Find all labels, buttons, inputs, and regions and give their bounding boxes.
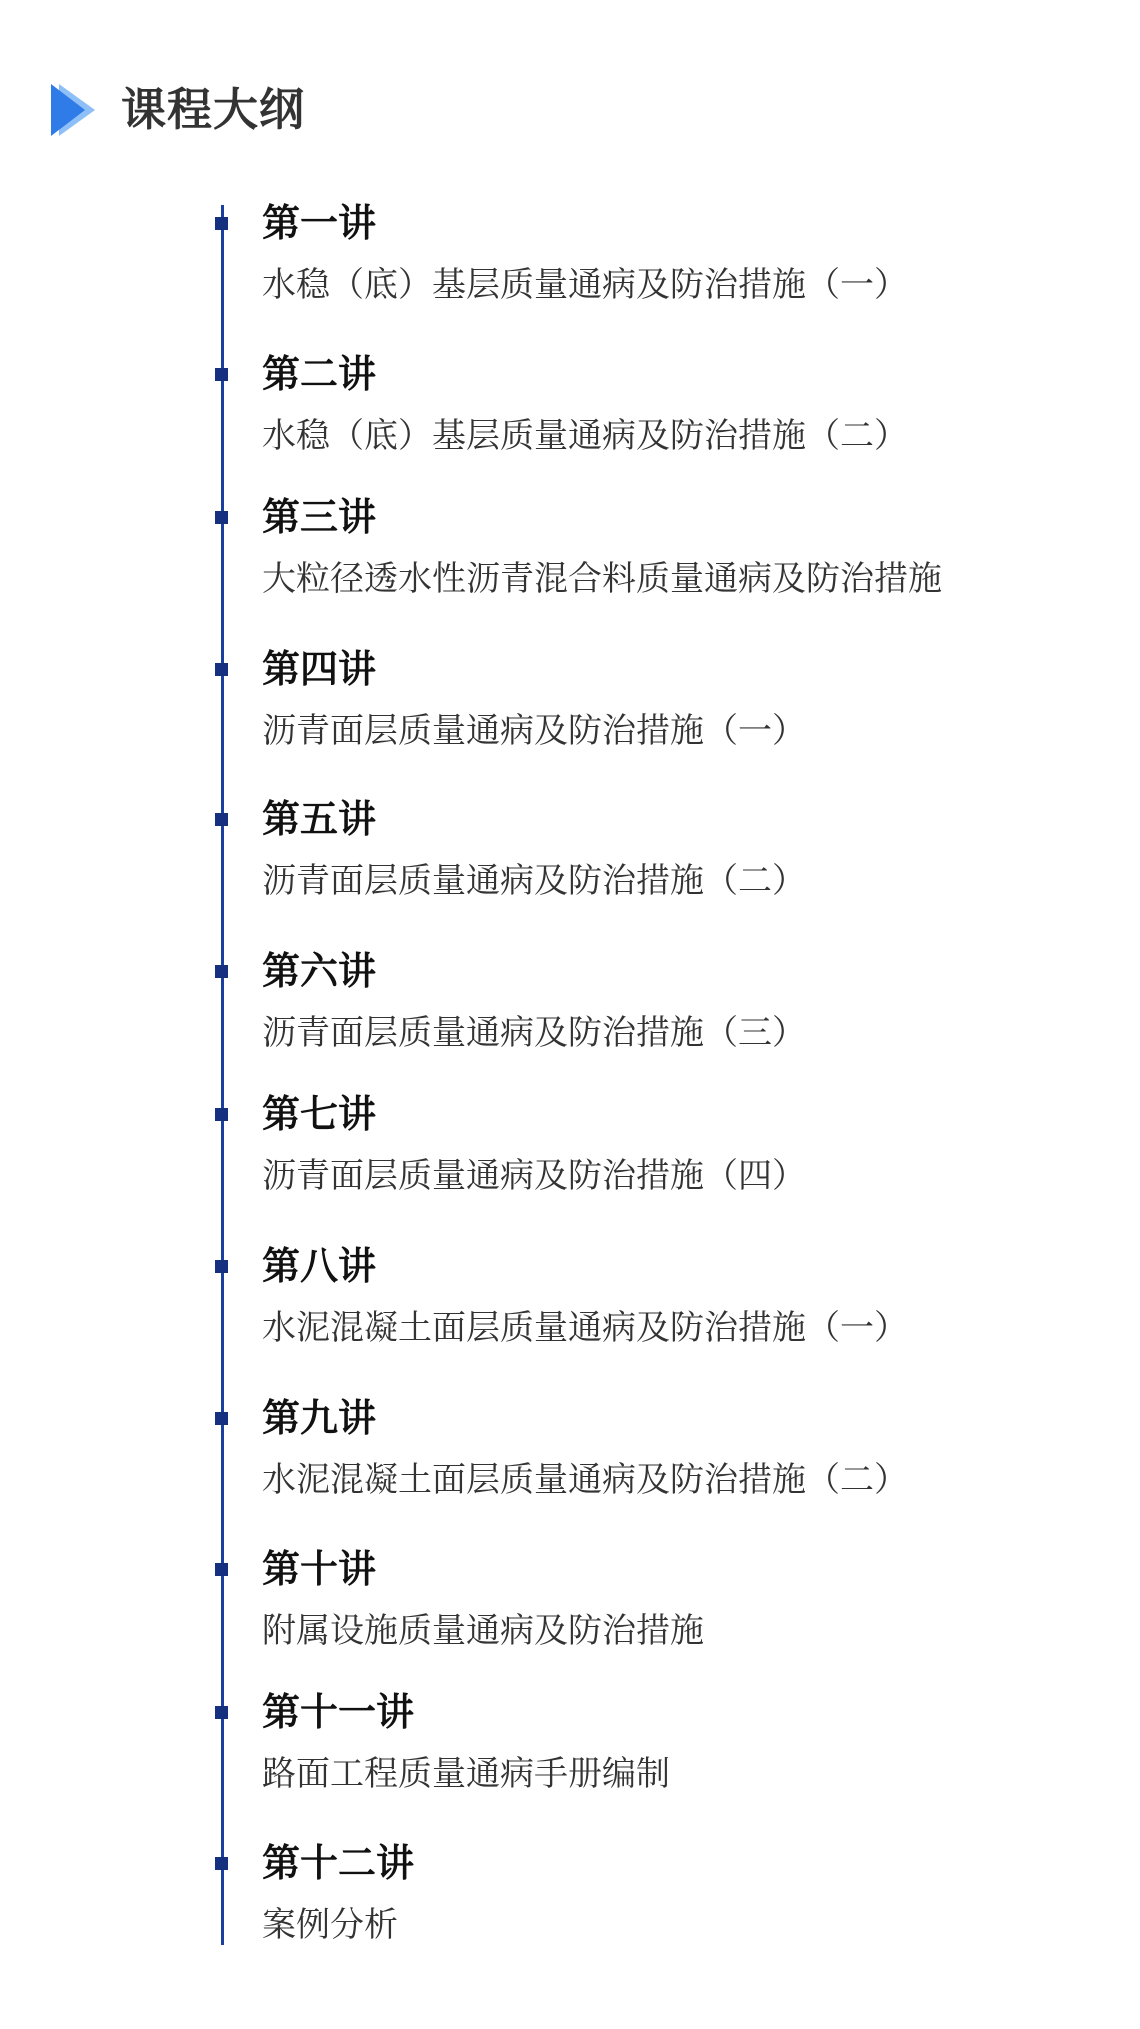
timeline-dot — [215, 1857, 228, 1870]
timeline-dot — [215, 217, 228, 230]
lecture-title: 沥青面层质量通病及防治措施（三） — [262, 1013, 806, 1053]
lecture-title: 水泥混凝土面层质量通病及防治措施（一） — [262, 1308, 908, 1348]
lecture-number: 第十一讲 — [262, 1690, 415, 1734]
play-chevron-icon — [49, 80, 99, 140]
lecture-title: 水泥混凝土面层质量通病及防治措施（二） — [262, 1460, 908, 1500]
lecture-number: 第十二讲 — [262, 1841, 415, 1885]
lecture-number: 第三讲 — [262, 495, 377, 539]
lecture-number: 第十讲 — [262, 1547, 377, 1591]
timeline-dot — [215, 368, 228, 381]
section-header — [49, 80, 305, 140]
timeline-dot — [215, 1260, 228, 1273]
timeline-dot — [215, 1563, 228, 1576]
timeline-dot — [215, 965, 228, 978]
lecture-title: 大粒径透水性沥青混合料质量通病及防治措施 — [262, 559, 942, 599]
timeline-dot — [215, 813, 228, 826]
lecture-title: 附属设施质量通病及防治措施 — [262, 1611, 704, 1651]
lecture-title: 案例分析 — [262, 1905, 398, 1945]
lecture-title: 沥青面层质量通病及防治措施（二） — [262, 861, 806, 901]
timeline-dot — [215, 511, 228, 524]
timeline-dot — [215, 1706, 228, 1719]
lecture-number: 第一讲 — [262, 201, 377, 245]
lecture-number: 第八讲 — [262, 1244, 377, 1288]
section-title: 课程大纲 — [121, 83, 306, 136]
lecture-title: 沥青面层质量通病及防治措施（四） — [262, 1156, 806, 1196]
lecture-number: 第五讲 — [262, 797, 377, 841]
lecture-title: 沥青面层质量通病及防治措施（一） — [262, 711, 806, 751]
lecture-number: 第四讲 — [262, 647, 377, 691]
timeline-dot — [215, 1412, 228, 1425]
timeline-line — [221, 205, 224, 1945]
lecture-title: 水稳（底）基层质量通病及防治措施（二） — [262, 416, 908, 456]
timeline-dot — [215, 1108, 228, 1121]
lecture-number: 第六讲 — [262, 949, 377, 993]
lecture-title: 水稳（底）基层质量通病及防治措施（一） — [262, 265, 908, 305]
lecture-number: 第九讲 — [262, 1396, 377, 1440]
lecture-number: 第七讲 — [262, 1092, 377, 1136]
lecture-title: 路面工程质量通病手册编制 — [262, 1754, 670, 1794]
timeline-dot — [215, 663, 228, 676]
lecture-number: 第二讲 — [262, 352, 377, 396]
